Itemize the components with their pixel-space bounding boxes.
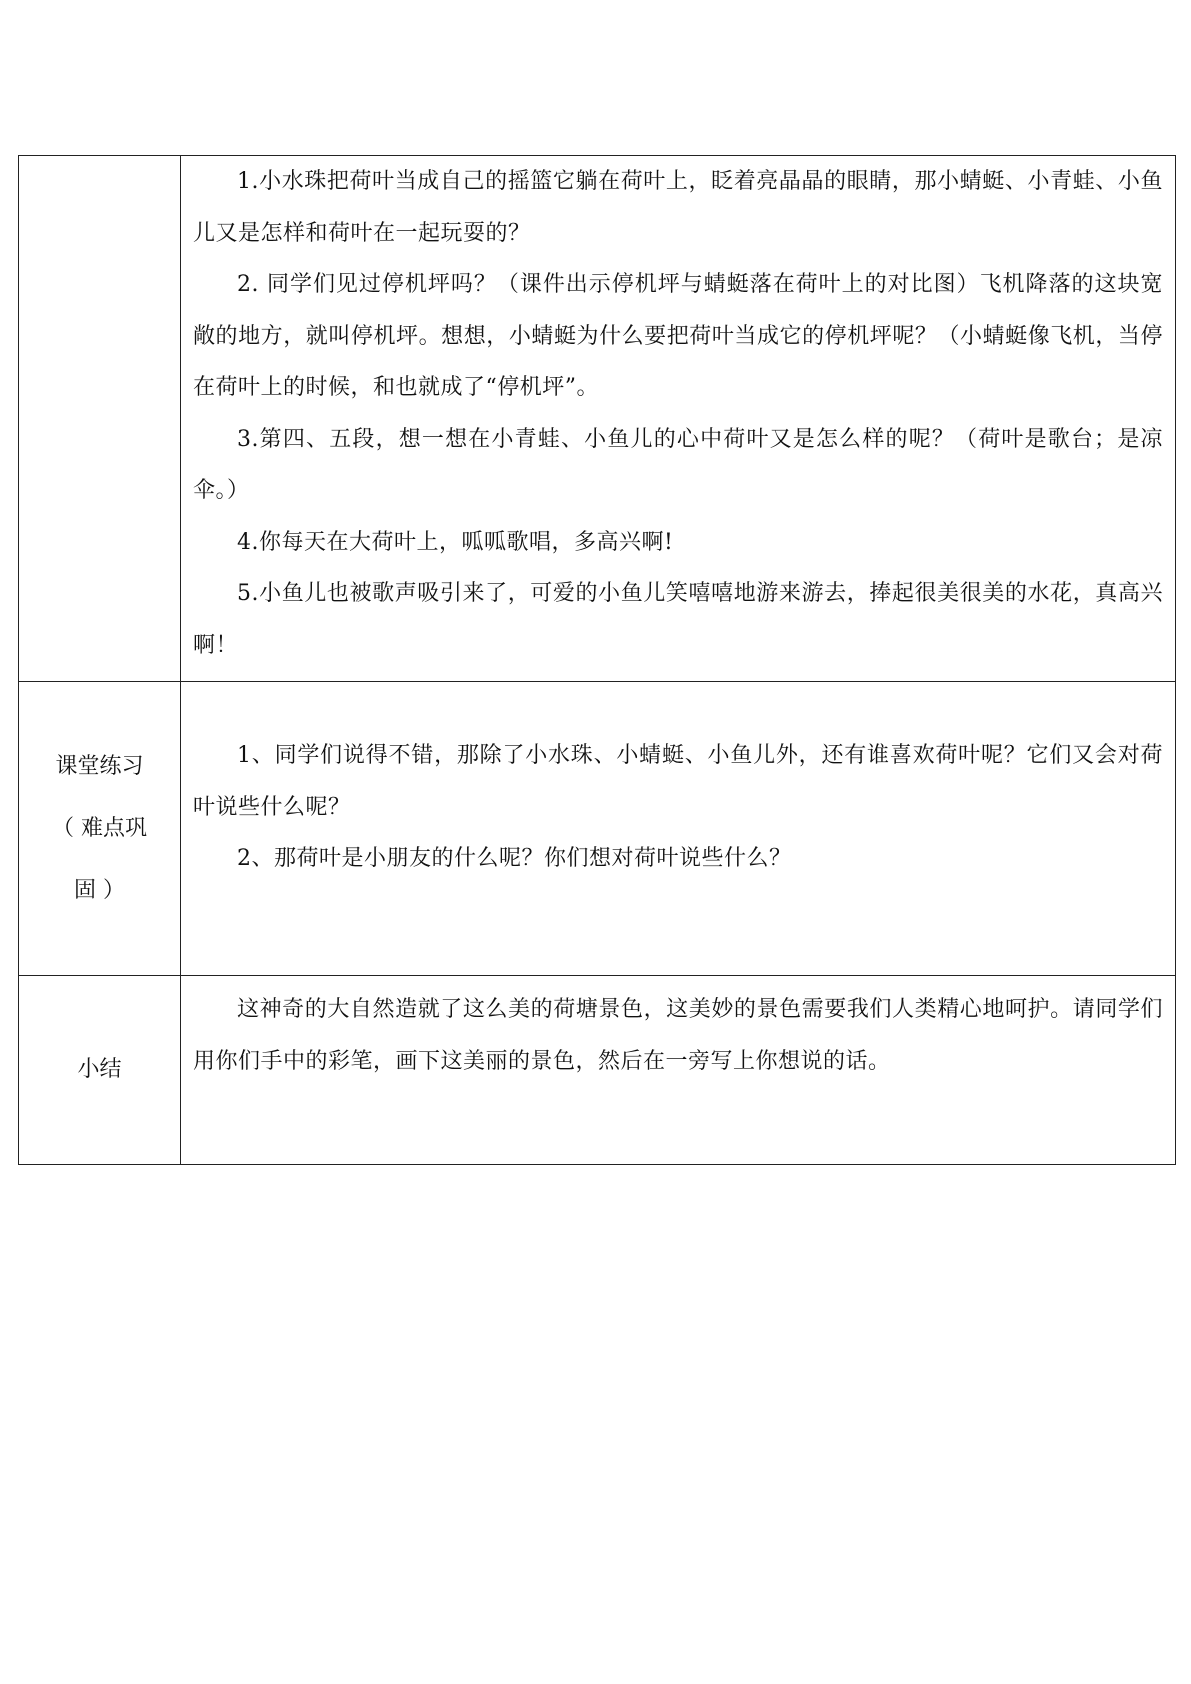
- paragraph: 2、那荷叶是小朋友的什么呢？你们想对荷叶说些什么？: [237, 846, 792, 872]
- table-row-summary: [19, 976, 1176, 1165]
- lesson-plan-table: [18, 155, 1176, 1165]
- row-label-line: （ 难点巩: [52, 815, 147, 841]
- row-label-summary: [19, 976, 181, 1165]
- paragraph: 4.你每天在大荷叶上，呱呱歌唱，多高兴啊!: [237, 529, 674, 555]
- table-row-activities: [19, 156, 1176, 682]
- row-label-line: 课堂练习: [55, 753, 144, 779]
- paragraph: 5.小鱼儿也被歌声吸引来了，可爱的小鱼儿笑嘻嘻地游来游去，捧起很美很美的水花，真高兴啊！: [193, 581, 1163, 658]
- row-content-practice: [181, 682, 1176, 976]
- row-label-line: 小结: [77, 1057, 122, 1082]
- row-content-summary: [181, 976, 1176, 1165]
- paragraph: 这神奇的大自然造就了这么美的荷塘景色，这美妙的景色需要我们人类精心地呵护。请同学们用你们手中的彩笔，画下这美丽的景色，然后在一旁写上你想说的话。: [193, 997, 1163, 1074]
- row-label-line: 固 ）: [74, 877, 125, 903]
- paragraph: 3.第四、五段，想一想在小青蛙、小鱼儿的心中荷叶又是怎么样的呢？（荷叶是歌台；是凉伞。）: [193, 426, 1163, 503]
- row-content-activities: [181, 156, 1176, 682]
- row-label-empty: [19, 156, 181, 682]
- row-label-practice: [19, 682, 181, 976]
- paragraph: 2. 同学们见过停机坪吗？（课件出示停机坪与蜻蜓落在荷叶上的对比图）飞机降落的这块宽敞的地方，就叫停机坪。想想，小蜻蜓为什么要把荷叶当成它的停机坪呢？（小蜻蜓像飞机，当停在荷叶上的时候，和也就成了“停机坪”。: [193, 272, 1163, 400]
- paragraph: 1.小水珠把荷叶当成自己的摇篮它躺在荷叶上，眨着亮晶晶的眼睛，那小蜻蜓、小青蛙、小鱼儿又是怎样和荷叶在一起玩耍的？: [193, 169, 1163, 246]
- table-row-practice: [19, 682, 1176, 976]
- paragraph: 1、同学们说得不错，那除了小水珠、小蜻蜓、小鱼儿外，还有谁喜欢荷叶呢？它们又会对荷叶说些什么呢？: [193, 743, 1163, 820]
